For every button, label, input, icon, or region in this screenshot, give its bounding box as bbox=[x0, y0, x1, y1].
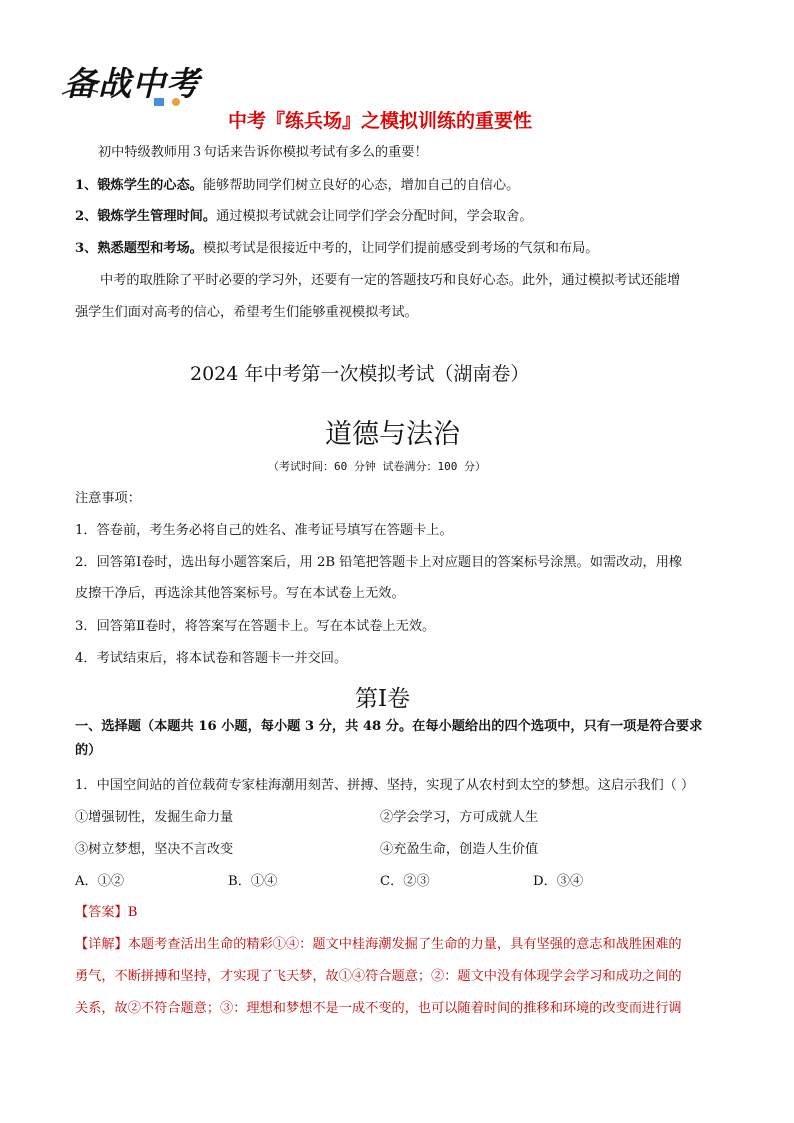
closing-line-2: 强学生们面对高考的信心，希望考生们能够重视模拟考试。 bbox=[75, 305, 418, 320]
detail-line: 【详解】本题考查活出生命的精彩①④：题文中桂海潮发掘了生命的力量，具有坚强的意志和战胜困难的 bbox=[75, 937, 682, 952]
section-heading-line-1: 一、选择题（本题共 16 小题，每小题 3 分，共 48 分。在每小题给出的四个选项中，只有一项是符合要求 bbox=[75, 719, 703, 734]
detail-line: 关系，故②不符合题意；③：理想和梦想不是一成不变的，也可以随着时间的推移和环境的改变而进行调 bbox=[75, 1001, 682, 1016]
volume-title: 第Ⅰ卷 bbox=[355, 686, 411, 712]
logo bbox=[58, 58, 208, 116]
point-2 bbox=[75, 207, 533, 227]
notice-item: 2．回答第Ⅰ卷时，选出每小题答案后，用 2B 铅笔把答题卡上对应题目的答案标号涂黑。如需改动，用橡 bbox=[75, 555, 683, 570]
point-3 bbox=[75, 239, 599, 259]
headline: 中考『练兵场』之模拟训练的重要性 bbox=[228, 110, 533, 132]
subject-title: 道德与法治 bbox=[325, 419, 460, 450]
notice-item: 1．答卷前，考生务必将自己的姓名、准考证号填写在答题卡上。 bbox=[75, 523, 453, 538]
notice-item: 4．考试结束后，将本试卷和答题卡一并交回。 bbox=[75, 651, 348, 666]
notice-title: 注意事项： bbox=[75, 491, 141, 506]
logo-text: 备战中考 bbox=[64, 64, 200, 103]
point-heading: 熟悉题型和考场。 bbox=[97, 241, 203, 256]
statement-item: ④充盈生命，创造人生价值 bbox=[380, 842, 539, 857]
exam-info: （考试时间：60 分钟 试卷满分：100 分） bbox=[268, 460, 486, 473]
point-text: 能够帮助同学们树立良好的心态，增加自己的自信心。 bbox=[202, 178, 520, 193]
point-number: 2、 bbox=[75, 209, 98, 224]
point-heading: 锻炼学生管理时间。 bbox=[97, 209, 217, 224]
option-a: A．①② bbox=[75, 874, 125, 889]
statement-item: ①增强韧性，发掘生命力量 bbox=[75, 810, 234, 825]
point-number: 1、 bbox=[75, 178, 98, 193]
option-c: C．②③ bbox=[380, 874, 430, 889]
section-heading-line-2: 的） bbox=[75, 743, 102, 758]
intro-text: 初中特级教师用３句话来告诉你模拟考试有多么的重要！ bbox=[98, 145, 428, 160]
point-text: 模拟考试是很接近中考的，让同学们提前感受到考场的气氛和布局。 bbox=[202, 241, 599, 256]
question-stem: 1．中国空间站的首位载荷专家桂海潮用刻苦、拼搏、坚持，实现了从农村到太空的梦想。这启示我们（ ） bbox=[75, 778, 695, 793]
exam-title: 2024 年中考第一次模拟考试（湖南卷） bbox=[190, 363, 530, 385]
notice-item: 3．回答第Ⅱ卷时，将答案写在答题卡上。写在本试卷上无效。 bbox=[75, 619, 436, 634]
option-d: D．③④ bbox=[533, 874, 584, 889]
point-number: 3、 bbox=[75, 241, 98, 256]
point-text: 通过模拟考试就会让同学们学会分配时间，学会取舍。 bbox=[216, 209, 533, 224]
statement-item: ③树立梦想，坚决不言改变 bbox=[75, 842, 234, 857]
detail-line: 勇气，不断拼搏和坚持，才实现了飞天梦，故①④符合题意；②：题文中没有体现学会学习和成功之间的 bbox=[75, 969, 682, 984]
answer-label: 【答案】B bbox=[75, 905, 138, 920]
notice-item: 皮擦干净后，再选涂其他答案标号。写在本试卷上无效。 bbox=[75, 586, 405, 601]
point-1 bbox=[75, 176, 519, 196]
point-heading: 锻炼学生的心态。 bbox=[97, 178, 203, 193]
option-b: B．①④ bbox=[228, 874, 278, 889]
statement-item: ②学会学习，方可成就人生 bbox=[380, 810, 539, 825]
closing-line-1: 中考的取胜除了平时必要的学习外，还要有一定的答题技巧和良好心态。此外，通过模拟考试还能增 bbox=[100, 273, 681, 288]
